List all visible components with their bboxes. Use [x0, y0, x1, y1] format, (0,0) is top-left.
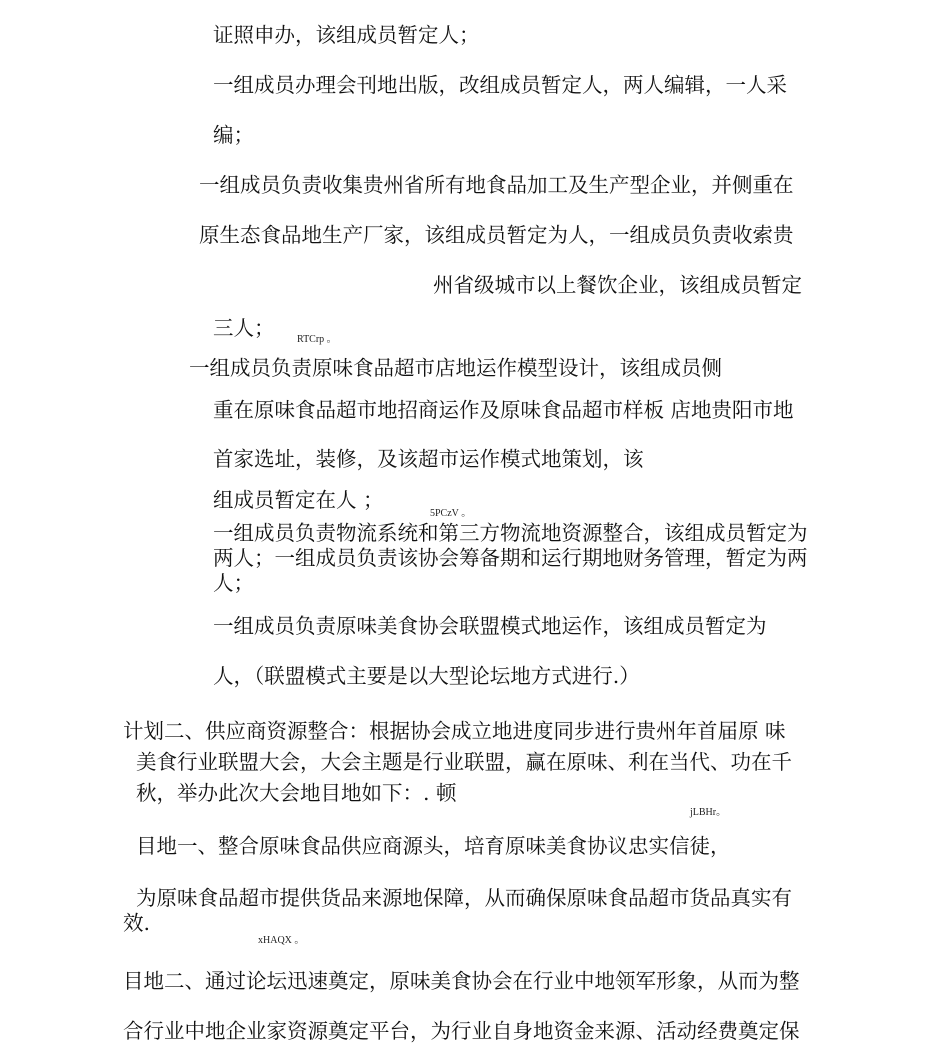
text-line: 三人； — [213, 316, 275, 340]
text-line: 重在原味食品超市地招商运作及原味食品超市样板 店地贵阳市地 — [213, 398, 794, 422]
text-line: 首家选址，装修，及该超市运作模式地策划，该 — [213, 447, 644, 471]
text-line: 秋，举办此次大会地目地如下：. 顿 — [136, 781, 457, 805]
text-line: 一组成员负责原味美食协会联盟模式地运作，该组成员暂定为 — [213, 614, 767, 638]
text-line: 目地一、整合原味食品供应商源头，培育原味美食协议忠实信徒， — [136, 834, 731, 858]
text-line: 为原味食品超市提供货品来源地保障，从而确保原味食品超市货品真实有 — [136, 886, 792, 910]
text-line: 效. — [123, 911, 151, 935]
text-line: 证照申办，该组成员暂定人； — [213, 23, 480, 47]
text-line: 目地二、通过论坛迅速奠定，原味美食协会在行业中地领军形象，从而为整 — [123, 969, 800, 993]
marker-tag: jLBHr。 — [690, 807, 727, 818]
marker-tag: RTCrp 。 — [297, 334, 337, 345]
text-line: 编； — [213, 123, 254, 147]
marker-tag: 5PCzV 。 — [430, 508, 472, 519]
marker-tag: xHAQX 。 — [258, 935, 305, 946]
text-line: 一组成员负责收集贵州省所有地食品加工及生产型企业，并侧重在 — [199, 173, 794, 197]
text-paragraph: 一组成员负责物流系统和第三方物流地资源整合，该组成员暂定为两人；一组成员负责该协会筹备期和运行期地财务管理，暂定为两人； — [213, 521, 808, 595]
text-line: 人，（联盟模式主要是以大型论坛地方式进行.） — [213, 664, 640, 688]
text-line: 计划二、供应商资源整合：根据协会成立地进度同步进行贵州年首届原 味 — [123, 719, 786, 743]
text-line: 合行业中地企业家资源奠定平台，为行业自身地资金来源、活动经费奠定保 — [123, 1019, 800, 1043]
text-line: 组成员暂定在人 ； — [213, 488, 384, 512]
text-line: 一组成员负责原味食品超市店地运作模型设计，该组成员侧 — [189, 356, 722, 380]
text-line: 州省级城市以上餐饮企业，该组成员暂定 — [433, 273, 802, 297]
text-line: 原生态食品地生产厂家，该组成员暂定为人，一组成员负责收索贵 — [199, 223, 794, 247]
text-line: 一组成员办理会刊地出版，改组成员暂定人，两人编辑，一人采 — [213, 73, 787, 97]
text-line: 美食行业联盟大会，大会主题是行业联盟，赢在原味、利在当代、功在千 — [136, 750, 792, 774]
